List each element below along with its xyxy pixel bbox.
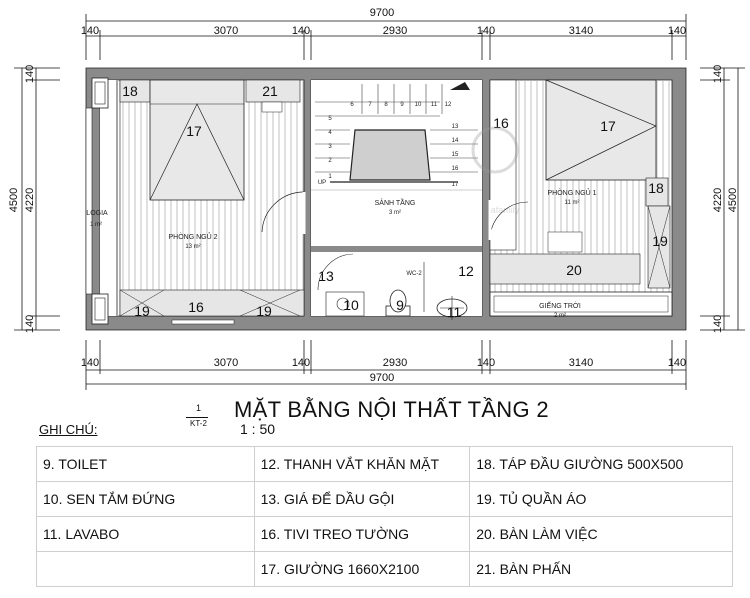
stair-step-number: 6	[350, 102, 354, 108]
table-row	[37, 517, 733, 552]
left-dimensions	[14, 68, 60, 330]
wc-label: WC-2	[406, 271, 422, 277]
dim-right-top: 140	[712, 64, 724, 84]
hall-area: 3 m²	[389, 210, 401, 216]
bedroom-2-tv-marker: 16	[188, 299, 204, 315]
note-cell: 18. TÁP ĐẦU GIƯỜNG 500X500	[470, 447, 733, 482]
stair-step-number: 8	[384, 102, 388, 108]
note-cell: 12. THANH VẮT KHĂN MẶT	[254, 447, 470, 482]
stair-step-number: 5	[328, 116, 332, 122]
dim-bottom: 140	[667, 357, 687, 369]
dim-top: 140	[291, 25, 311, 37]
stair-step-number: 3	[328, 144, 332, 150]
note-cell: 9. TOILET	[37, 447, 255, 482]
bedroom-1-wardrobe-marker: 19	[652, 233, 668, 249]
wc-shampoo-marker: 13	[318, 268, 334, 284]
dim-bottom: 140	[476, 357, 496, 369]
title-block	[0, 395, 750, 445]
dim-top: 3140	[568, 25, 594, 37]
stair-step-number: 16	[451, 166, 459, 172]
stair-step-number: 13	[451, 124, 459, 130]
hall-label: SẢNH TẦNG	[374, 200, 416, 207]
stair-step-number: 4	[328, 130, 332, 136]
bedroom-2-side-marker: 18	[122, 83, 138, 99]
bedroom-2-bed-marker: 17	[186, 123, 202, 139]
dim-top: 140	[667, 25, 687, 37]
top-dimensions	[86, 14, 686, 60]
bedroom-1	[490, 80, 672, 316]
bedroom-1-tv-marker: 16	[493, 115, 509, 131]
note-cell: 21. BÀN PHẤN	[470, 552, 733, 587]
bedroom-1-bed-marker: 17	[600, 118, 616, 134]
stair-step-number: 2	[328, 158, 332, 164]
stair-step-number: 1	[328, 174, 332, 180]
drawing-scale: 1 : 50	[240, 421, 276, 437]
dim-right-total: 4500	[727, 187, 739, 213]
stair-step-number: 7	[368, 102, 372, 108]
notes-heading: GHI CHÚ:	[39, 422, 98, 437]
stair-step-number: 14	[451, 138, 459, 144]
stair-step-number: 12	[444, 102, 452, 108]
note-cell: 17. GIƯỜNG 1660X2100	[254, 552, 470, 587]
watermark-text: afamily	[490, 205, 520, 215]
wc-towel-marker: 12	[458, 263, 474, 279]
note-cell: 16. TIVI TREO TƯỜNG	[254, 517, 470, 552]
note-cell: 10. SEN TẮM ĐỨNG	[37, 482, 255, 517]
bedroom-2-wardrobe-left-marker: 19	[134, 303, 150, 319]
bedroom-2	[120, 80, 304, 324]
dim-top: 3070	[213, 25, 239, 37]
bedroom-1-area: 11 m²	[564, 200, 580, 206]
stair-step-number: 15	[451, 152, 459, 158]
dim-bottom: 3070	[213, 357, 239, 369]
dim-left-mid: 4220	[24, 187, 36, 213]
dim-left-top: 140	[24, 64, 36, 84]
note-cell	[37, 552, 255, 587]
bedroom-2-desk-marker: 21	[262, 83, 278, 99]
note-cell: 19. TỦ QUẦN ÁO	[470, 482, 733, 517]
wc-toilet-marker: 9	[396, 297, 404, 313]
stair-hall	[311, 80, 482, 246]
bedroom-1-side-marker: 18	[648, 180, 664, 196]
drawing-ref: KT-2	[190, 419, 207, 428]
notes-table	[36, 446, 733, 587]
stair-step-number: 9	[400, 102, 404, 108]
table-row	[37, 447, 733, 482]
dim-top: 140	[476, 25, 496, 37]
dim-top: 140	[80, 25, 100, 37]
bedroom-2-wardrobe-right-marker: 19	[256, 303, 272, 319]
drawing-title: MẶT BẰNG NỘI THẤT TẦNG 2	[234, 397, 549, 422]
dim-bottom: 140	[291, 357, 311, 369]
drawing-number: 1	[196, 403, 202, 413]
dim-bottom: 140	[80, 357, 100, 369]
note-cell: 20. BÀN LÀM VIỆC	[470, 517, 733, 552]
logia-label: LOGIA	[86, 210, 108, 217]
dim-right-bottom: 140	[712, 314, 724, 334]
stair-up-label: UP	[317, 180, 327, 186]
bedroom-1-label: PHÒNG NGỦ 1	[547, 190, 597, 197]
wc-lavabo-marker: 11	[446, 304, 462, 320]
dim-left-bottom: 140	[24, 314, 36, 334]
dim-top: 2930	[382, 25, 408, 37]
bedroom-2-label: PHÒNG NGỦ 2	[168, 234, 218, 241]
dim-bottom: 3140	[568, 357, 594, 369]
note-cell: 13. GIÁ ĐỂ DẦU GỘI	[254, 482, 470, 517]
dim-bottom: 2930	[382, 357, 408, 369]
skylight-area: 2 m²	[554, 313, 566, 319]
title-divider	[186, 417, 208, 418]
note-cell: 11. LAVABO	[37, 517, 255, 552]
stair-step-number: 10	[414, 102, 422, 108]
dim-overall-bottom: 9700	[369, 372, 395, 384]
logia-area: 1 m²	[90, 222, 102, 228]
dim-right-mid: 4220	[712, 187, 724, 213]
table-row	[37, 482, 733, 517]
dim-overall-top: 9700	[369, 7, 395, 19]
skylight-label: GIẾNG TRỜI	[539, 303, 581, 310]
stair-step-number: 11	[430, 102, 438, 108]
logia	[86, 78, 120, 324]
stair-step-number: 17	[451, 182, 459, 188]
wc-shower-marker: 10	[343, 297, 359, 313]
bedroom-1-desk-marker: 20	[566, 262, 582, 278]
dim-left-total: 4500	[8, 187, 20, 213]
table-row	[37, 552, 733, 587]
bedroom-2-area: 13 m²	[185, 244, 201, 250]
